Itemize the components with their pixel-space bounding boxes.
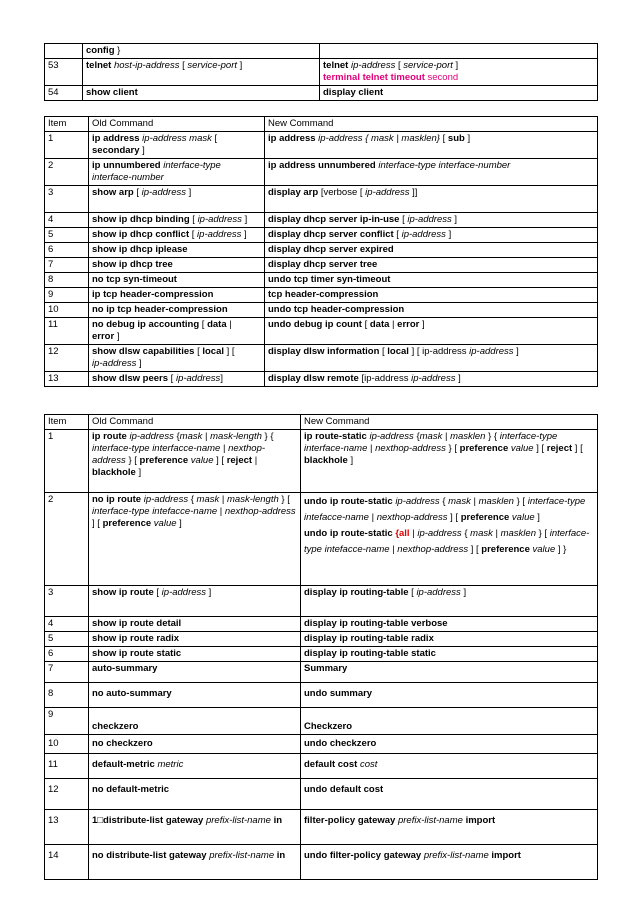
new-command-cell: display ip routing-table [ ip-address ]: [301, 586, 598, 617]
new-command-cell: display dlsw information [ local ] [ ip-address ip-address ]: [265, 345, 598, 372]
old-command-cell: no debug ip accounting [ data | error ]: [89, 318, 265, 345]
table-header-row: [45, 415, 598, 430]
new-command-cell: undo debug ip count [ data | error ]: [265, 318, 598, 345]
new-command-cell: telnet ip-address [ service-port ] terminal telnet timeout second: [320, 59, 598, 86]
table-row: [45, 617, 598, 632]
new-command-cell: display ip routing-table verbose: [301, 617, 598, 632]
table-row: [45, 273, 598, 288]
old-command-cell: show ip route static: [89, 647, 301, 662]
old-command-cell: show dlsw peers [ ip-address]: [89, 372, 265, 387]
table-row: [45, 318, 598, 345]
new-command-cell: undo checkzero: [301, 735, 598, 754]
table-row: [45, 228, 598, 243]
new-command-cell: ip address unnumbered interface-type interface-number: [265, 159, 598, 186]
item-cell: 54: [45, 86, 83, 101]
new-command-cell: default cost cost: [301, 754, 598, 779]
item-cell: 8: [45, 273, 89, 288]
new-command-cell: ip route-static ip-address {mask | masklen } { interface-type interface-name | nexthop-address } [ preference value ] [ reject ] [ blackhole ]: [301, 430, 598, 493]
new-command-cell: display dlsw remote [ip-address ip-address ]: [265, 372, 598, 387]
old-command-cell: checkzero: [89, 708, 301, 735]
item-cell: 10: [45, 303, 89, 318]
old-command-cell: show ip route [ ip-address ]: [89, 586, 301, 617]
new-command-cell: undo tcp header-compression: [265, 303, 598, 318]
table-row: [45, 662, 598, 683]
old-command-cell: show arp [ ip-address ]: [89, 186, 265, 213]
table-row: [45, 845, 598, 880]
new-command-cell: display dhcp server conflict [ ip-address ]: [265, 228, 598, 243]
item-cell: 14: [45, 845, 89, 880]
item-cell: 13: [45, 372, 89, 387]
new-command-cell: Summary: [301, 662, 598, 683]
item-cell: 7: [45, 662, 89, 683]
header-old-command: Old Command: [89, 415, 301, 430]
header-new-command: New Command: [301, 415, 598, 430]
new-command-cell: undo summary: [301, 683, 598, 708]
item-cell: 3: [45, 186, 89, 213]
table-row: [45, 258, 598, 273]
table-row: [45, 213, 598, 228]
old-command-cell: config }: [83, 44, 320, 59]
item-cell: 6: [45, 243, 89, 258]
table-row: [45, 779, 598, 810]
item-cell: 8: [45, 683, 89, 708]
new-command-cell: undo default cost: [301, 779, 598, 810]
old-command-cell: 1□distribute-list gateway prefix-list-name in: [89, 810, 301, 845]
item-cell: 5: [45, 632, 89, 647]
table-row: [45, 59, 598, 86]
new-command-cell: display dhcp server tree: [265, 258, 598, 273]
item-cell: 6: [45, 647, 89, 662]
table-row: [45, 586, 598, 617]
table-row: [45, 372, 598, 387]
table-row: [45, 44, 598, 59]
new-command-cell: display dhcp server ip-in-use [ ip-address ]: [265, 213, 598, 228]
header-old-command: Old Command: [89, 117, 265, 132]
table-row: [45, 132, 598, 159]
table-row: [45, 810, 598, 845]
item-cell: 9: [45, 708, 89, 735]
header-item: Item: [45, 415, 89, 430]
old-command-cell: show dlsw capabilities [ local ] [ ip-address ]: [89, 345, 265, 372]
table-row: [45, 86, 598, 101]
table-row: [45, 647, 598, 662]
old-command-cell: no checkzero: [89, 735, 301, 754]
new-command-cell: filter-policy gateway prefix-list-name import: [301, 810, 598, 845]
new-command-cell: display dhcp server expired: [265, 243, 598, 258]
new-command-cell: undo ip route-static ip-address { mask | masklen } [ interface-type intefacce-name | nexthop-address ] [ preference value ] undo ip route-static {all | ip-address { mask | masklen } [ interface-type intefacce-name | nexthop-address ] [ preference value ] }: [301, 493, 598, 586]
item-cell: 5: [45, 228, 89, 243]
table-row: [45, 288, 598, 303]
new-command-cell: undo filter-policy gateway prefix-list-name import: [301, 845, 598, 880]
old-command-cell: show ip dhcp binding [ ip-address ]: [89, 213, 265, 228]
table-row: [45, 159, 598, 186]
item-cell: 3: [45, 586, 89, 617]
table-row: [45, 243, 598, 258]
old-command-cell: no auto-summary: [89, 683, 301, 708]
header-new-command: New Command: [265, 117, 598, 132]
new-command-cell: [320, 44, 598, 59]
new-command-cell: display client: [320, 86, 598, 101]
old-command-cell: ip route ip-address {mask | mask-length } { interface-type interfacce-name | nexthop-address } [ preference value ] [ reject | blackhole ]: [89, 430, 301, 493]
table-row: [45, 186, 598, 213]
table-continuation: [44, 43, 598, 101]
item-cell: 1: [45, 430, 89, 493]
table-row: [45, 632, 598, 647]
item-cell: 4: [45, 213, 89, 228]
old-command-cell: no default-metric: [89, 779, 301, 810]
item-cell: 10: [45, 735, 89, 754]
table-row: [45, 683, 598, 708]
old-command-cell: no tcp syn-timeout: [89, 273, 265, 288]
item-cell: 1: [45, 132, 89, 159]
old-command-cell: no distribute-list gateway prefix-list-name in: [89, 845, 301, 880]
old-command-cell: show ip dhcp tree: [89, 258, 265, 273]
old-command-cell: no ip route ip-address { mask | mask-length } [ interface-type intefacce-name | nexthop-address ] [ preference value ]: [89, 493, 301, 586]
old-command-cell: ip address ip-address mask [ secondary ]: [89, 132, 265, 159]
table-row: [45, 345, 598, 372]
table-row: [45, 493, 598, 586]
item-cell: 4: [45, 617, 89, 632]
table-commands-route: [44, 414, 598, 880]
item-cell: 13: [45, 810, 89, 845]
old-command-cell: show client: [83, 86, 320, 101]
item-cell: 53: [45, 59, 83, 86]
old-command-cell: no ip tcp header-compression: [89, 303, 265, 318]
new-command-cell: display ip routing-table radix: [301, 632, 598, 647]
item-cell: 12: [45, 345, 89, 372]
table-row: [45, 303, 598, 318]
table-header-row: [45, 117, 598, 132]
table-row: [45, 735, 598, 754]
item-cell: [45, 44, 83, 59]
item-cell: 2: [45, 493, 89, 586]
new-command-cell: display arp [verbose [ ip-address ]]: [265, 186, 598, 213]
old-command-cell: default-metric metric: [89, 754, 301, 779]
new-command-cell: tcp header-compression: [265, 288, 598, 303]
table-row: [45, 708, 598, 735]
item-cell: 12: [45, 779, 89, 810]
old-command-cell: show ip route radix: [89, 632, 301, 647]
item-cell: 11: [45, 754, 89, 779]
old-command-cell: telnet host-ip-address [ service-port ]: [83, 59, 320, 86]
table-commands-ip: [44, 116, 598, 387]
old-command-cell: show ip route detail: [89, 617, 301, 632]
old-command-cell: ip unnumbered interface-type interface-number: [89, 159, 265, 186]
item-cell: 9: [45, 288, 89, 303]
item-cell: 7: [45, 258, 89, 273]
new-command-cell: ip address ip-address { mask | masklen} [ sub ]: [265, 132, 598, 159]
header-item: Item: [45, 117, 89, 132]
old-command-cell: ip tcp header-compression: [89, 288, 265, 303]
old-command-cell: show ip dhcp iplease: [89, 243, 265, 258]
new-command-cell: undo tcp timer syn-timeout: [265, 273, 598, 288]
item-cell: 11: [45, 318, 89, 345]
table-row: [45, 430, 598, 493]
table-row: [45, 754, 598, 779]
old-command-cell: auto-summary: [89, 662, 301, 683]
old-command-cell: show ip dhcp conflict [ ip-address ]: [89, 228, 265, 243]
new-command-cell: Checkzero: [301, 708, 598, 735]
new-command-cell: display ip routing-table static: [301, 647, 598, 662]
item-cell: 2: [45, 159, 89, 186]
